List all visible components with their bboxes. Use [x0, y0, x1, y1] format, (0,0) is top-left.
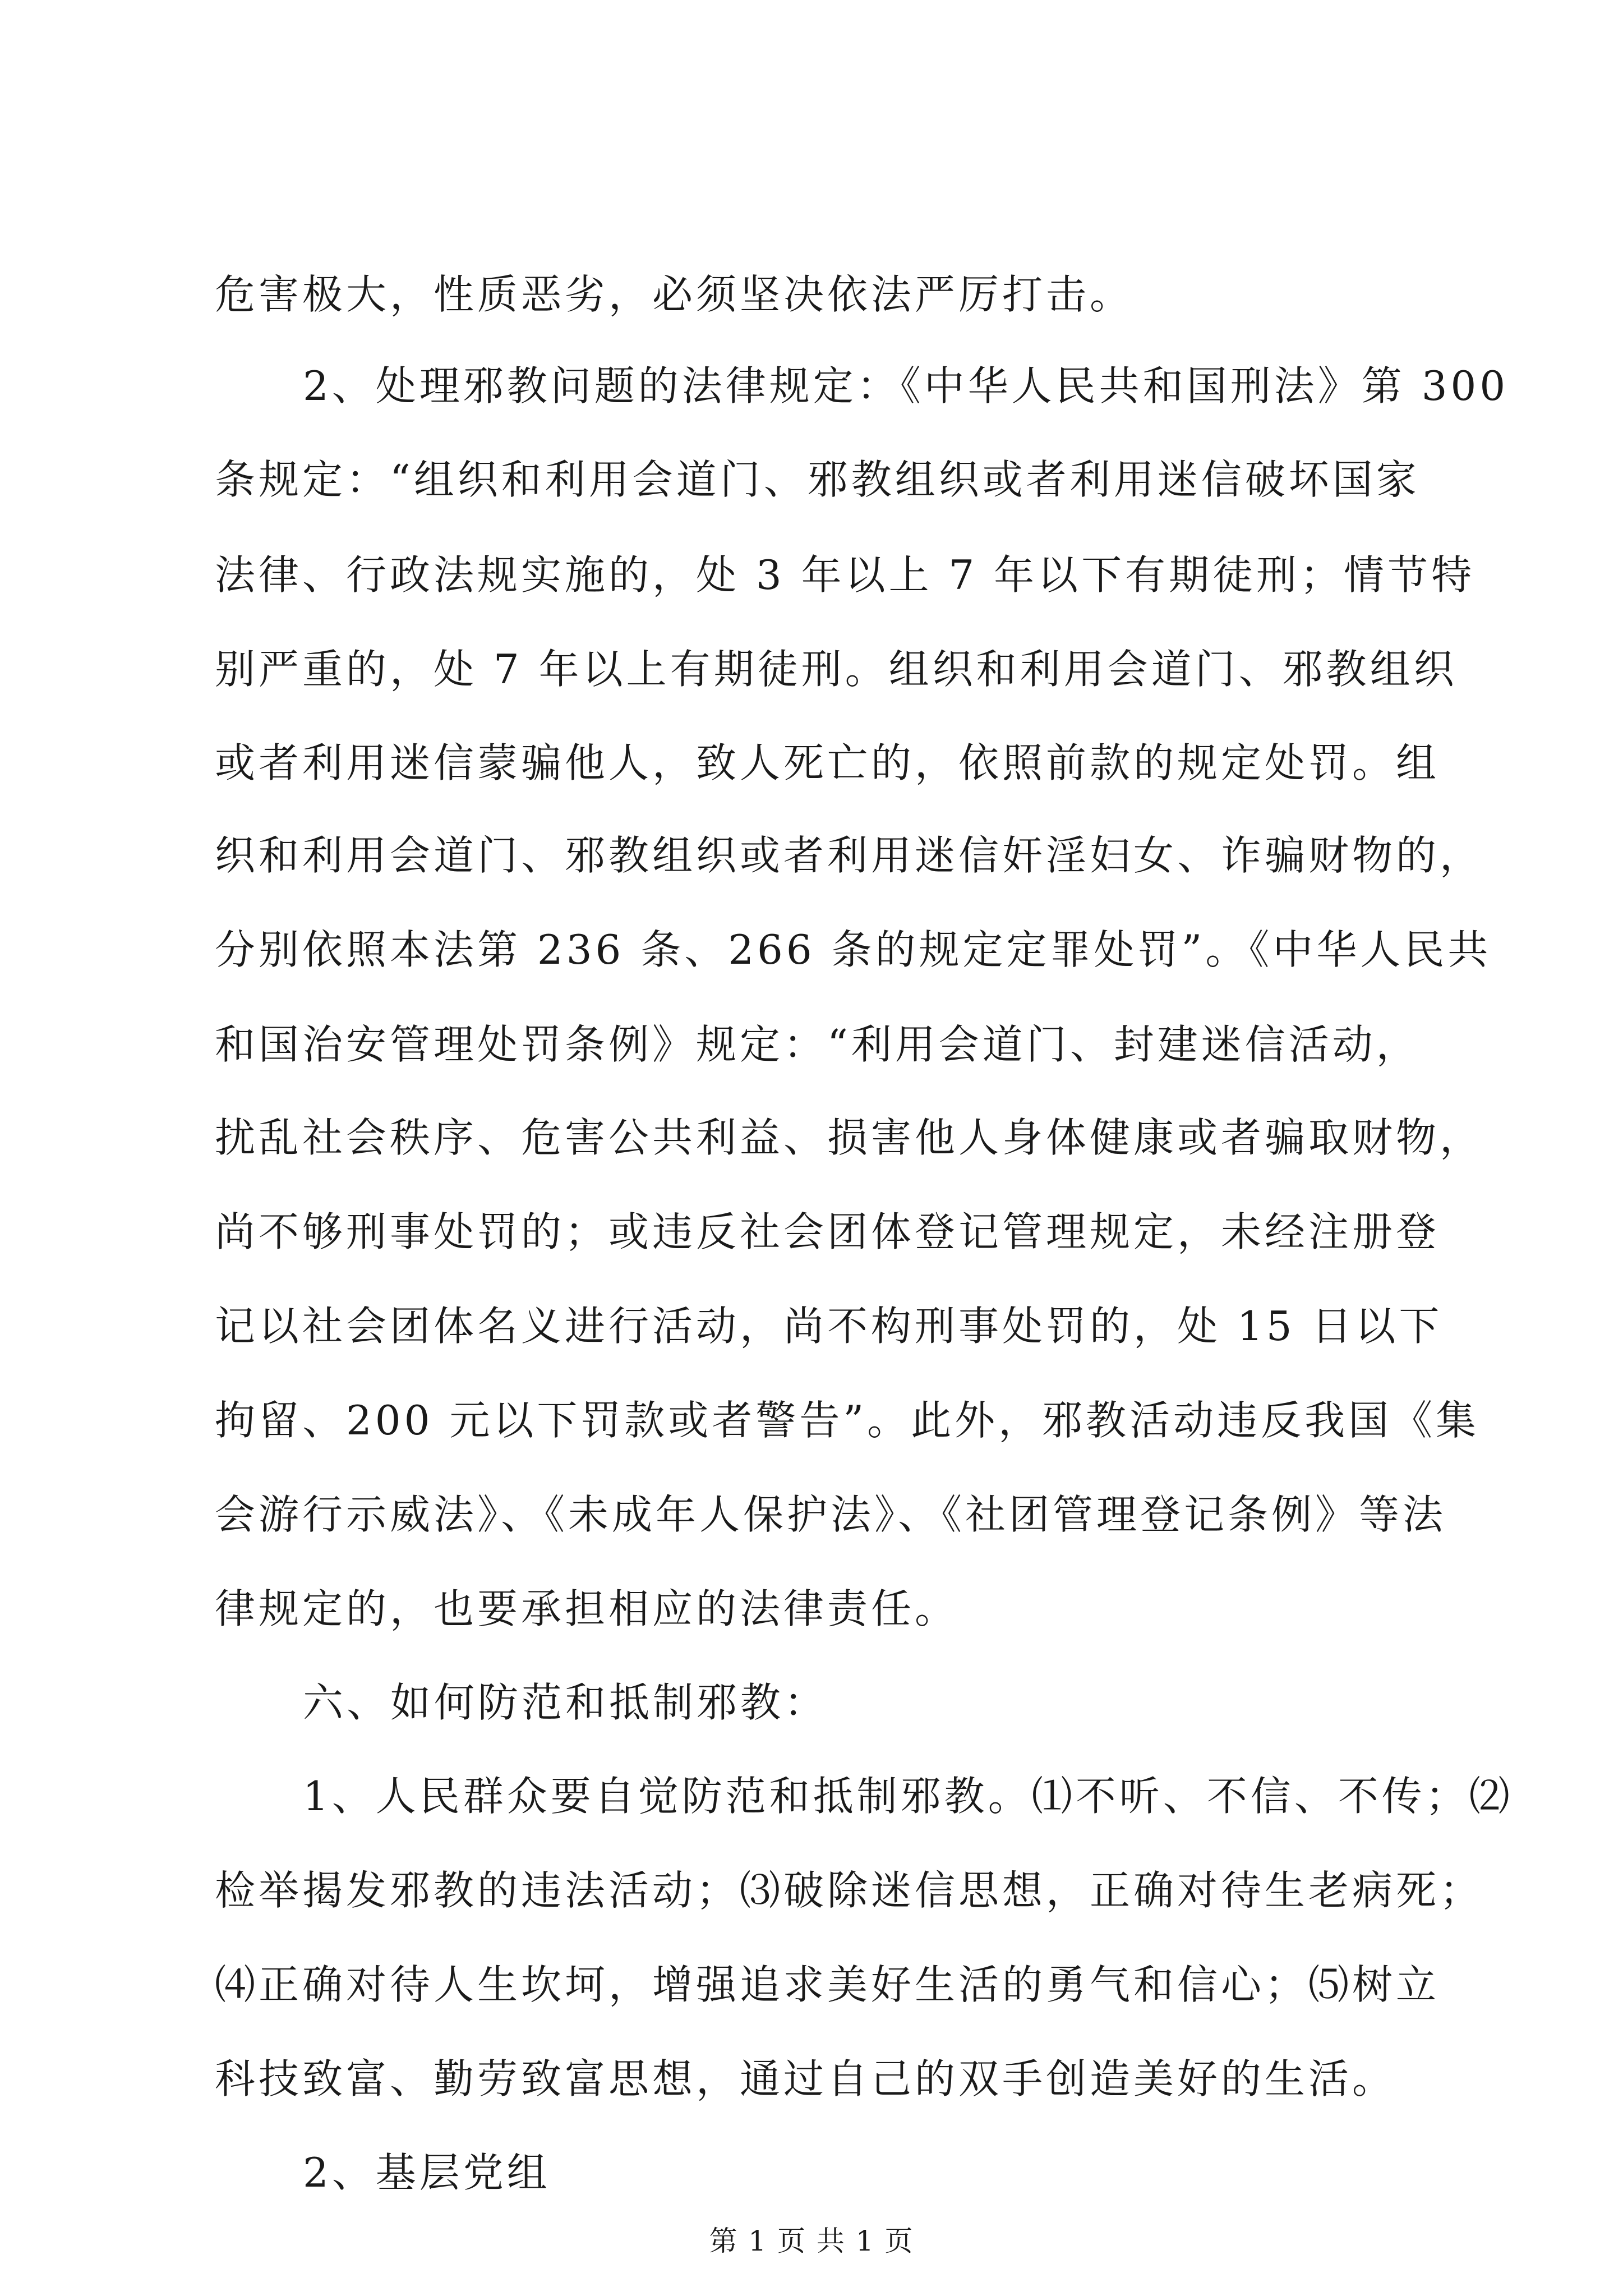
text-line-8: 分别依照本法第 236 条、266 条的规定定罪处罚”。《中华人民共 — [215, 926, 1492, 973]
text-line-4: 法律、行政法规实施的，处 3 年以上 7 年以下有期徒刑；情节特 — [215, 551, 1476, 599]
text-line-20: 科技致富、勤劳致富思想，通过自己的双手创造美好的生活。 — [215, 2055, 1396, 2102]
text-line-11: 尚不够刑事处罚的；或违反社会团体登记管理规定，未经注册登 — [215, 1208, 1440, 1255]
text-line-5: 别严重的，处 7 年以上有期徒刑。组织和利用会道门、邪教组织 — [215, 646, 1458, 693]
text-line-12: 记以社会团体名义进行活动，尚不构刑事处罚的，处 15 日以下 — [215, 1303, 1443, 1350]
text-line-9: 和国治安管理处罚条例》规定：“利用会道门、封建迷信活动， — [215, 1021, 1420, 1068]
text-line-13: 拘留、200 元以下罚款或者警告”。此外，邪教活动违反我国《集 — [215, 1397, 1480, 1444]
text-line-7: 织和利用会道门、邪教组织或者利用迷信奸淫妇女、诈骗财物的， — [215, 832, 1484, 879]
text-line-6: 或者利用迷信蒙骗他人，致人死亡的，依照前款的规定处罚。组 — [215, 739, 1440, 786]
text-line-10: 扰乱社会秩序、危害公共利益、损害他人身体健康或者骗取财物， — [215, 1114, 1484, 1161]
text-line-18: 检举揭发邪教的违法活动；⑶破除迷信思想，正确对待生老病死； — [215, 1867, 1484, 1914]
text-line-21: 2、基层党组 — [303, 2149, 551, 2196]
text-line-2: 2、处理邪教问题的法律规定：《中华人民共和国刑法》第 300 — [303, 362, 1509, 409]
text-line-16: 六、如何防范和抵制邪教： — [303, 1679, 828, 1726]
text-line-14: 会游行示威法》、《未成年人保护法》、《社团管理登记条例》等法 — [215, 1491, 1447, 1538]
text-line-17: 1、人民群众要自觉防范和抵制邪教。⑴不听、不信、不传；⑵ — [303, 1773, 1513, 1820]
text-line-1: 危害极大，性质恶劣，必须坚决依法严厉打击。 — [215, 271, 1134, 318]
text-line-15: 律规定的，也要承担相应的法律责任。 — [215, 1585, 959, 1632]
text-line-3: 条规定：“组织和利用会道门、邪教组织或者利用迷信破坏国家 — [215, 456, 1420, 503]
page-footer: 第 1 页 共 1 页 — [709, 2225, 914, 2257]
text-line-19: ⑷正确对待人生坎坷，增强追求美好生活的勇气和信心；⑸树立 — [215, 1961, 1440, 2008]
